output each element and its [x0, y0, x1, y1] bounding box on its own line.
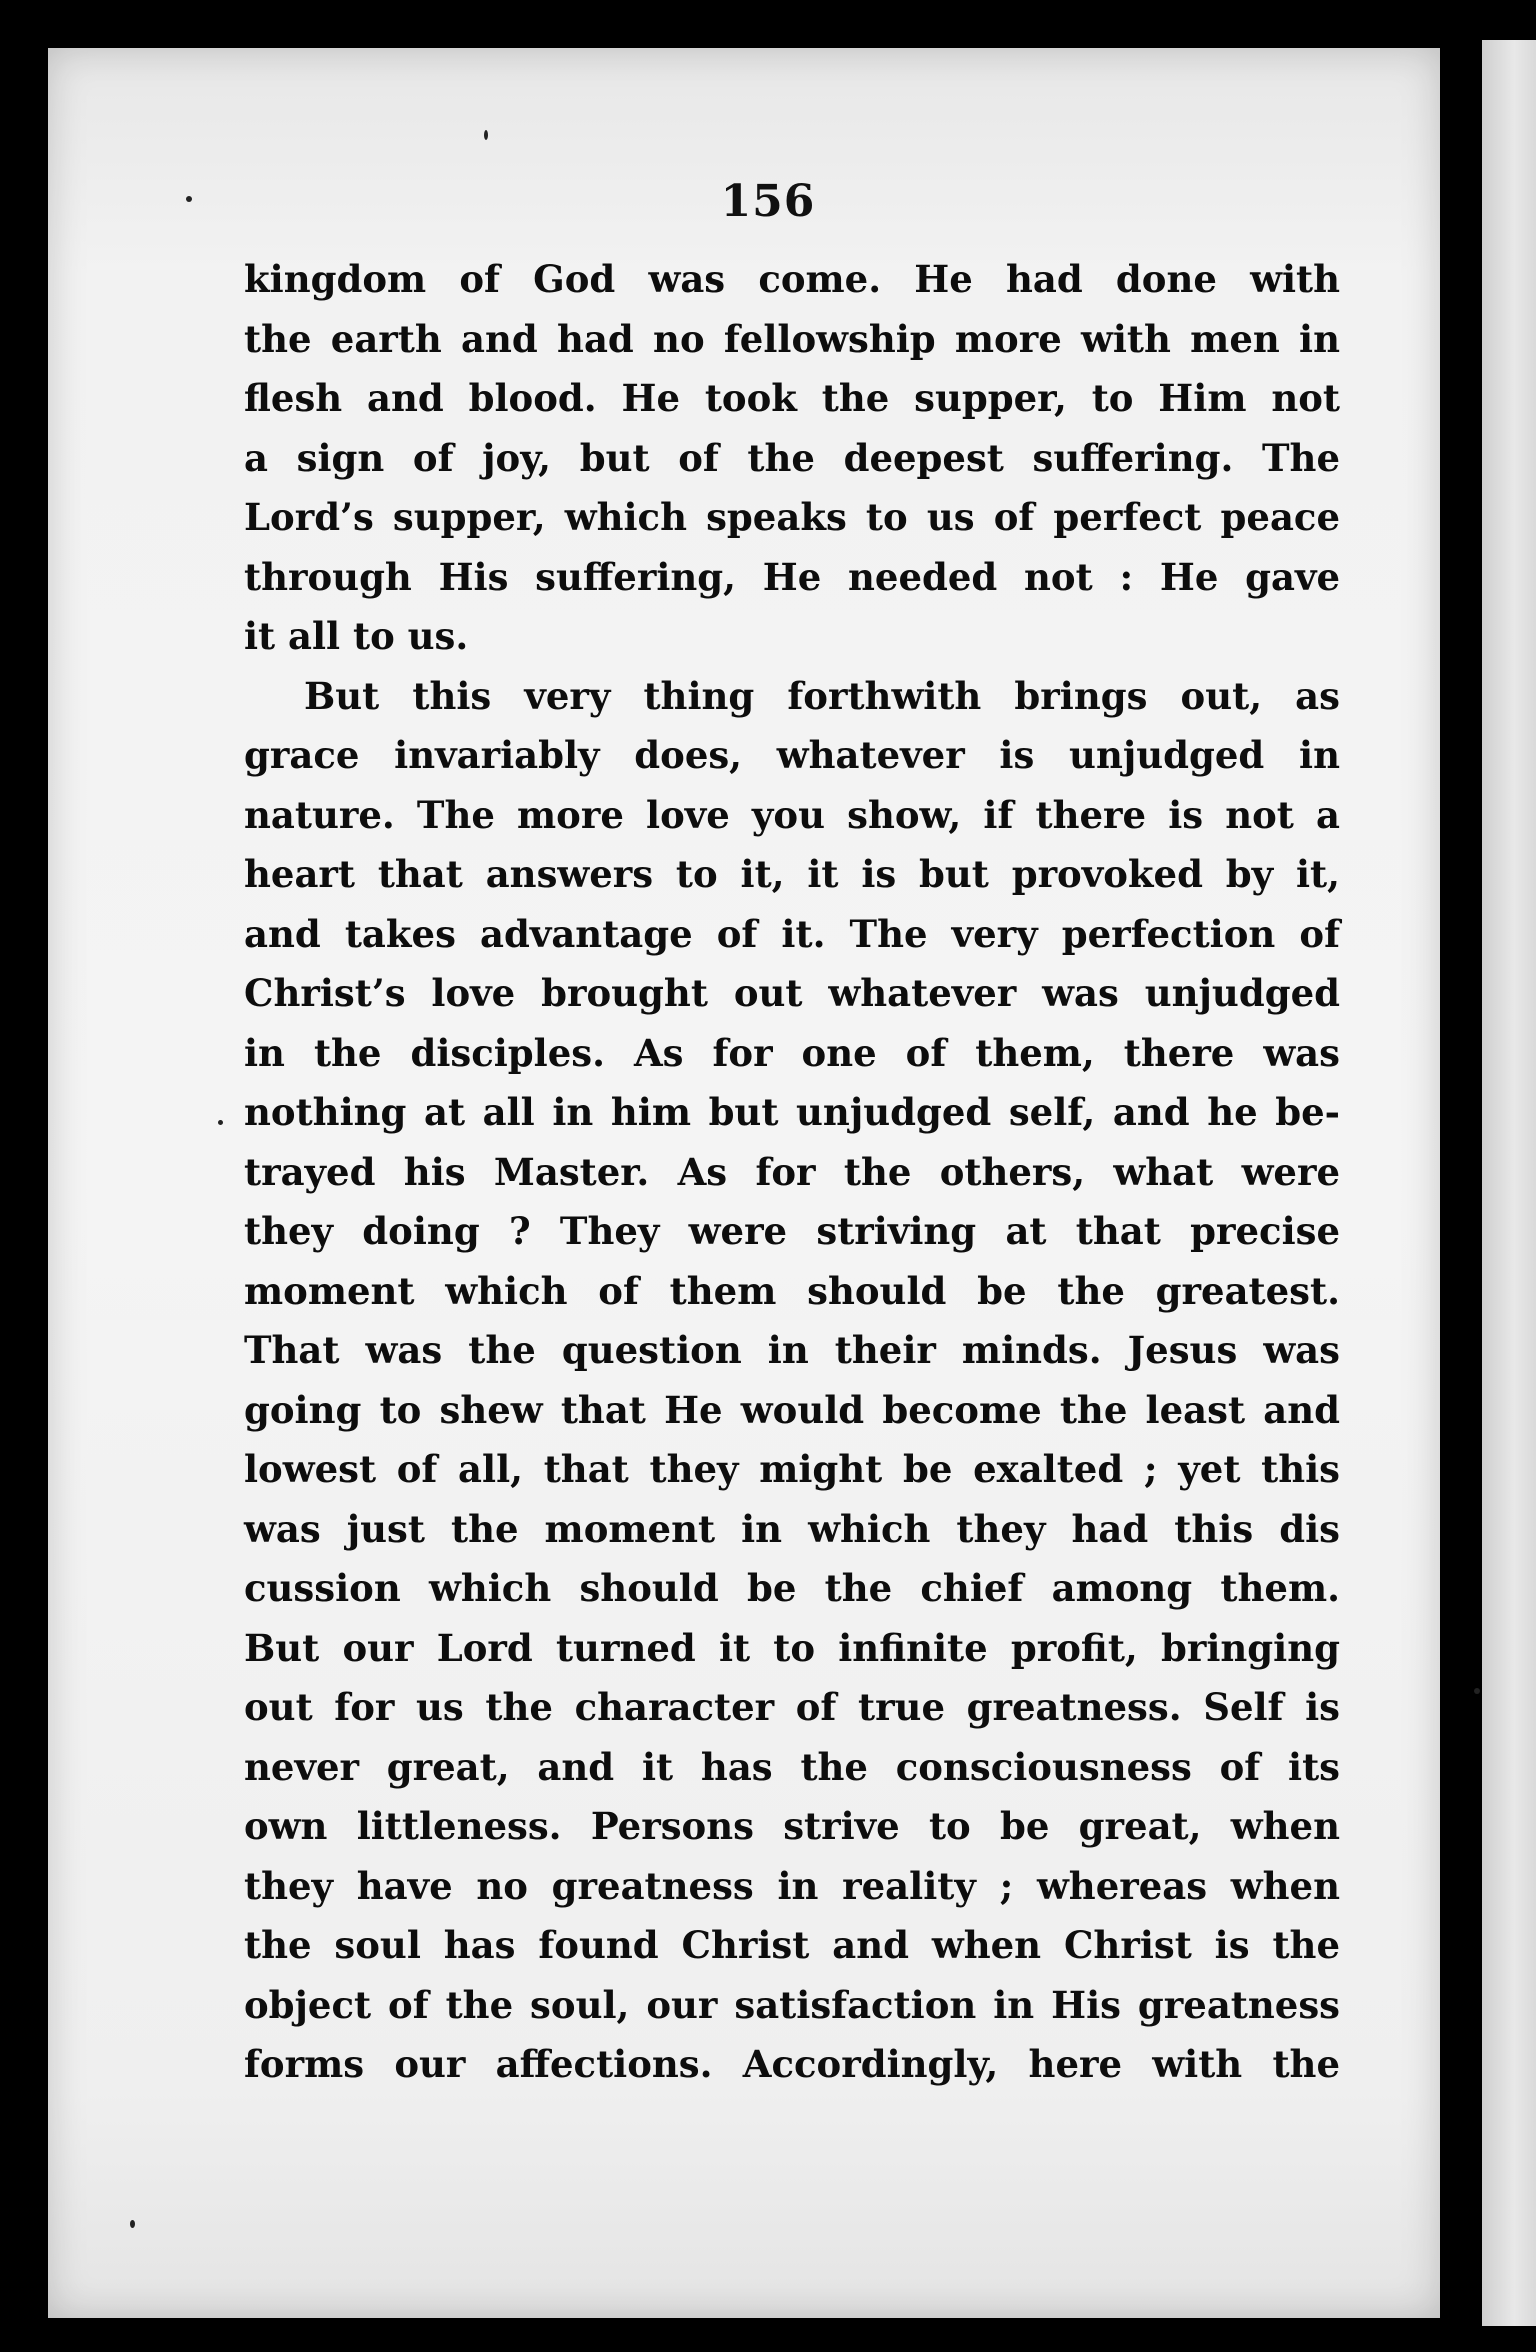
- text-line: grace invariably does, whatever is unjudged in: [244, 733, 1340, 777]
- text-line: Christ’s love brought out whatever was unjudged: [244, 971, 1340, 1015]
- text-line: nothing at all in him but unjudged self, and he be-: [244, 1090, 1340, 1134]
- text-line: the soul has found Christ and when Christ is the: [244, 1923, 1340, 1967]
- text-line: they doing ? They were striving at that precise: [244, 1209, 1340, 1253]
- text-line: they have no greatness in reality ; whereas when: [244, 1863, 1340, 1908]
- scan-speck: [484, 130, 488, 140]
- text-line: But our Lord turned it to infinite profit, bringing: [244, 1625, 1340, 1670]
- page-gutter: [1440, 48, 1482, 2318]
- text-line: trayed his Master. As for the others, what were: [244, 1149, 1340, 1194]
- text-line: forms our affections. Accordingly, here with the: [244, 2042, 1340, 2086]
- text-line: own littleness. Persons strive to be great, when: [244, 1804, 1340, 1848]
- text-line: That was the question in their minds. Jesus was: [244, 1328, 1340, 1372]
- scan-speck: [186, 196, 192, 202]
- scan-speck: [1474, 1688, 1480, 1694]
- text-line: flesh and blood. He took the supper, to Him not: [244, 376, 1340, 420]
- adjacent-page-edge: [1482, 40, 1536, 2326]
- text-line: out for us the character of true greatness. Self is: [244, 1685, 1340, 1729]
- text-line: object of the soul, our satisfaction in His greatness: [244, 1982, 1340, 2027]
- scan-speck: [218, 1120, 223, 1125]
- text-line: it all to us.: [244, 614, 469, 658]
- page-number: 156: [720, 176, 816, 227]
- text-line: Lord’s supper, which speaks to us of perfect peace: [244, 495, 1340, 539]
- text-line: heart that answers to it, it is but provoked by it,: [244, 852, 1340, 896]
- text-line: the earth and had no fellowship more with men in: [244, 316, 1340, 361]
- scan-speck: [130, 2220, 135, 2228]
- text-line: through His suffering, He needed not : He gave: [244, 554, 1340, 599]
- text-line: moment which of them should be the greatest.: [244, 1268, 1340, 1313]
- text-line: But this very thing forthwith brings out, as: [304, 673, 1340, 718]
- text-line: a sign of joy, but of the deepest suffering. The: [244, 435, 1340, 480]
- text-line: was just the moment in which they had this dis: [244, 1506, 1340, 1551]
- text-line: going to shew that He would become the least and: [244, 1387, 1340, 1432]
- text-line: nature. The more love you show, if there is not a: [244, 792, 1340, 837]
- text-line: never great, and it has the consciousness of its: [244, 1744, 1340, 1789]
- page-body-text: [244, 250, 1340, 2095]
- text-line: cussion which should be the chief among them.: [244, 1566, 1340, 1610]
- text-line: and takes advantage of it. The very perfection of: [244, 911, 1340, 956]
- text-line: lowest of all, that they might be exalted ; yet this: [244, 1447, 1340, 1491]
- text-line: kingdom of God was come. He had done with: [244, 257, 1340, 301]
- text-line: in the disciples. As for one of them, there was: [244, 1030, 1340, 1075]
